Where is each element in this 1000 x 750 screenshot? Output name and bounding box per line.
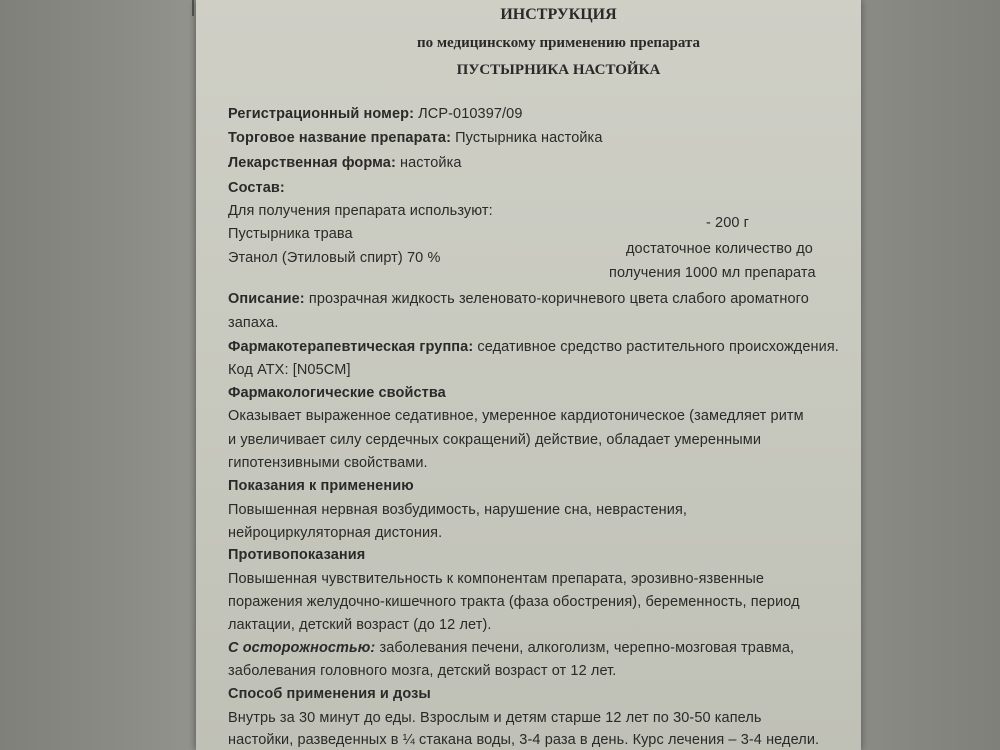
caution-label: С осторожностью: <box>228 640 376 656</box>
description-text-1: прозрачная жидкость зеленовато-коричневого цвета слабого ароматного <box>304 291 809 307</box>
indications-line2: нейроциркуляторная дистония. <box>228 525 443 541</box>
contraindications-line2: поражения желудочно-кишечного тракта (фаза обострения), беременность, период <box>228 594 800 610</box>
background-surface <box>850 0 1000 750</box>
contraindications-heading: Противопоказания <box>228 547 366 563</box>
registration-value: ЛСР-010397/09 <box>414 106 523 122</box>
pharm-group-label: Фармакотерапевтическая группа: <box>228 339 474 355</box>
indications-line1: Повышенная нервная возбудимость, нарушение сна, неврастения, <box>228 502 688 518</box>
caution-text-1: заболевания печени, алкоголизм, черепно-мозговая травма, <box>375 640 795 656</box>
dosage-form-value: настойка <box>395 155 462 171</box>
atx-code: Код АТХ: [N05CM] <box>228 362 351 378</box>
pharm-properties-line1: Оказывает выраженное седативное, умеренное кардиотоническое (замедляет ритм <box>228 408 804 424</box>
composition-intro: Для получения препарата используют: <box>228 203 493 219</box>
pharm-group-value: седативное средство растительного происхождения. <box>473 339 839 355</box>
composition-item2-amount-1: достаточное количество до <box>626 241 813 257</box>
composition-heading: Состав: <box>228 180 285 196</box>
pharm-group-line <box>228 339 839 355</box>
pharm-properties-line2: и увеличивает силу сердечных сокращений) действие, обладает умеренными <box>228 432 762 448</box>
description-line1 <box>228 291 809 307</box>
composition-item2-name: Этанол (Этиловый спирт) 70 % <box>228 250 441 266</box>
dosage-form-label: Лекарственная форма: <box>228 155 396 171</box>
composition-item2-amount-2: получения 1000 мл препарата <box>609 265 816 281</box>
pharm-properties-line3: гипотензивными свойствами. <box>228 455 428 471</box>
instruction-leaflet <box>196 0 861 750</box>
dosage-line2: настойки, разведенных в ¼ стакана воды, 3-4 раза в день. Курс лечения – 3-4 недели. <box>228 732 820 748</box>
document-title: ИНСТРУКЦИЯ <box>500 6 617 23</box>
dosage-heading: Способ применения и дозы <box>228 686 431 702</box>
description-label: Описание: <box>228 291 305 307</box>
paper-edge-mark <box>182 0 194 16</box>
composition-item1-amount: - 200 г <box>706 215 750 231</box>
registration-line <box>228 106 523 122</box>
caution-line2: заболевания головного мозга, детский возраст от 12 лет. <box>228 663 617 679</box>
description-line2: запаха. <box>228 315 279 331</box>
registration-label: Регистрационный номер: <box>228 106 415 122</box>
trade-name-line <box>228 130 602 146</box>
trade-name-label: Торговое название препарата: <box>228 130 452 146</box>
caution-line1 <box>228 640 794 656</box>
dosage-form-line <box>228 155 462 171</box>
dosage-line1: Внутрь за 30 минут до еды. Взрослым и детям старше 12 лет по 30-50 капель <box>228 710 762 726</box>
document-subtitle: по медицинскому применению препарата <box>416 35 701 51</box>
contraindications-line1: Повышенная чувствительность к компонентам препарата, эрозивно-язвенные <box>228 571 765 587</box>
indications-heading: Показания к применению <box>228 478 414 494</box>
composition-item1-name: Пустырника трава <box>228 226 353 242</box>
drug-name-heading: ПУСТЫРНИКА НАСТОЙКА <box>456 62 661 78</box>
contraindications-line3: лактации, детский возраст (до 12 лет). <box>228 617 492 633</box>
trade-name-value: Пустырника настойка <box>451 130 603 146</box>
pharm-properties-heading: Фармакологические свойства <box>228 385 446 401</box>
